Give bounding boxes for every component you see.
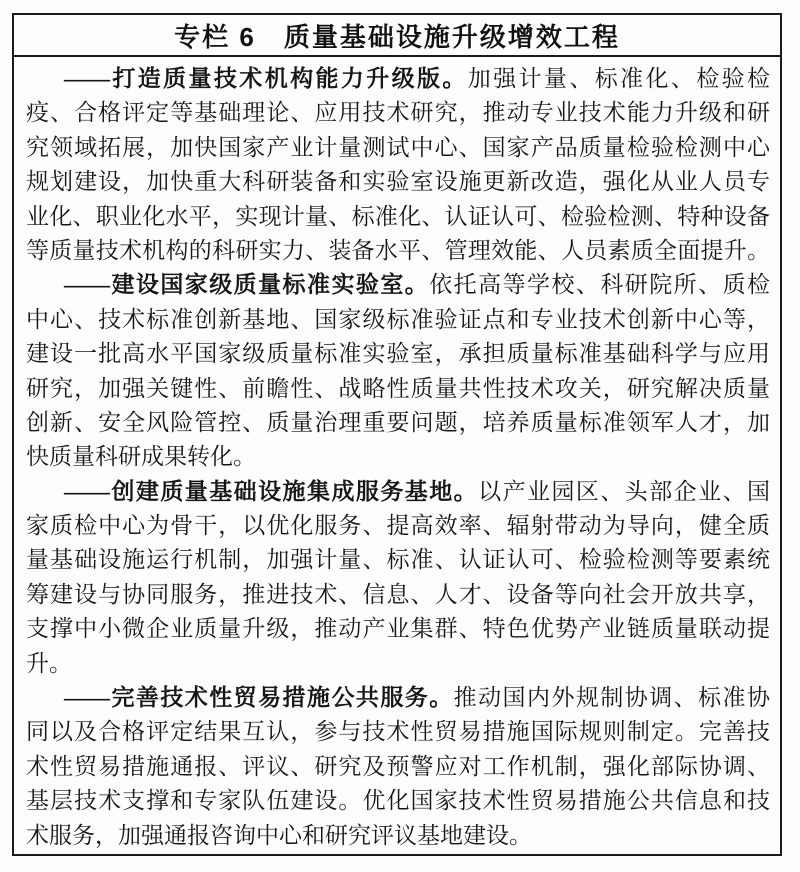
paragraph-text: 升。 [26, 650, 72, 676]
text-line [26, 681, 770, 715]
text-line [26, 131, 770, 165]
paragraph-text: 中心、技术标准创新基地、国家级标准验证点和专业技术创新中心等， [26, 306, 770, 332]
column-box [12, 13, 782, 856]
text-line [26, 612, 770, 646]
text-line [26, 165, 770, 199]
paragraph-text: 究领域拓展，加快国家产业计量测试中心、国家产品质量检验检测中心 [26, 134, 770, 160]
text-line [26, 715, 770, 749]
paragraph-text: 依托高等学校、科研院所、质检 [429, 272, 770, 298]
text-line [26, 819, 770, 853]
paragraph-text: 加强计量、标准化、检验检 [467, 66, 770, 91]
text-line [26, 475, 770, 509]
paragraph-text: 术服务，加强通报咨询中心和研究评议基地建设。 [26, 822, 532, 848]
text-line [26, 509, 770, 543]
paragraph [26, 475, 770, 681]
text-line [26, 303, 770, 337]
paragraph-lead: ——打造质量技术机构能力升级版。 [64, 66, 468, 91]
paragraph-text: 创新、安全风险管控、质量治理重要问题，培养质量标准领军人才，加 [26, 409, 770, 435]
paragraph-text: 业化、职业化水平，实现计量、标准化、认证认可、检验检测、特种设备 [26, 203, 770, 229]
paragraph-text: 支撑中小微企业质量升级，推动产业集群、特色优势产业链质量联动提 [26, 616, 770, 642]
paragraph-text: 推动国内外规制协调、标准协 [453, 685, 770, 711]
text-line [26, 372, 770, 406]
text-line [26, 784, 770, 818]
paragraph-text: 建设一批高水平国家级质量标准实验室，承担质量标准基础科学与应用 [26, 341, 770, 367]
paragraph-text: 家质检中心为骨干，以优化服务、提高效率、辐射带动为导向，健全质 [26, 513, 770, 539]
paragraph [26, 681, 770, 853]
column-title: 专栏 6 质量基础设施升级增效工程 [174, 21, 620, 52]
paragraph [26, 62, 770, 268]
paragraph-text: 研究，加强关键性、前瞻性、战略性质量共性技术攻关，研究解决质量 [26, 375, 770, 401]
paragraph-text: 以产业园区、头部企业、国 [478, 478, 770, 504]
text-line [26, 200, 770, 234]
text-line [26, 337, 770, 371]
text-line [26, 440, 770, 474]
paragraph-text: 术性贸易措施通报、评议、研究及预警应对工作机制，强化部际协调、 [26, 753, 770, 779]
text-line [26, 62, 770, 96]
text-line [26, 96, 770, 130]
text-line [26, 750, 770, 784]
column-title-bar [14, 15, 780, 57]
paragraph-text: 疫、合格评定等基础理论、应用技术研究，推动专业技术能力升级和研 [26, 100, 770, 126]
column-body [14, 57, 780, 853]
text-line [26, 647, 770, 681]
paragraph-text: 等质量技术机构的科研实力、装备水平、管理效能、人员素质全面提升。 [26, 237, 770, 263]
paragraph-text: 量基础设施运行机制，加强计量、标准、认证认可、检验检测等要素统 [26, 547, 770, 573]
paragraph-lead: ——完善技术性贸易措施公共服务。 [64, 685, 454, 711]
text-line [26, 268, 770, 302]
paragraph-text: 快质量科研成果转化。 [26, 444, 256, 470]
paragraph-lead: ——创建质量基础设施集成服务基地。 [64, 478, 479, 504]
text-line [26, 234, 770, 268]
text-line [26, 578, 770, 612]
text-line [26, 543, 770, 577]
paragraph-text: 规划建设，加快重大科研装备和实验室设施更新改造，强化从业人员专 [26, 169, 770, 195]
text-line [26, 406, 770, 440]
paragraph-lead: ——建设国家级质量标准实验室。 [64, 272, 430, 298]
paragraph-text: 基层技术支撑和专家队伍建设。优化国家技术性贸易措施公共信息和技 [26, 788, 770, 814]
paragraph-text: 同以及合格评定结果互认，参与技术性贸易措施国际规则制定。完善技 [26, 719, 770, 745]
paragraph-text: 筹建设与协同服务，推进技术、信息、人才、设备等向社会开放共享， [26, 581, 770, 607]
paragraph [26, 268, 770, 474]
